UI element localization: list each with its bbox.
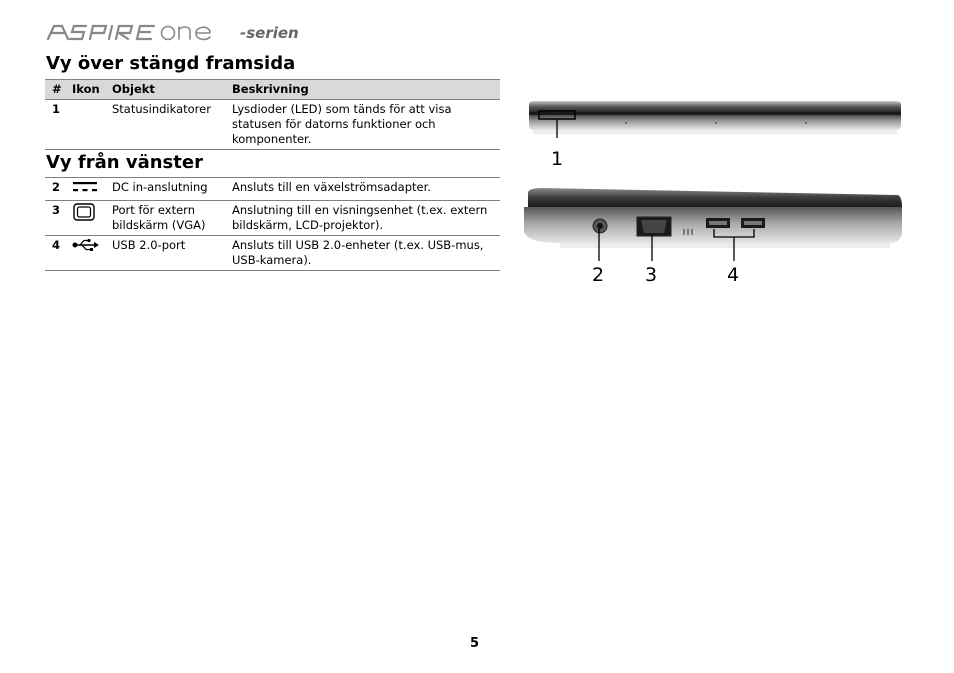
header-num: # — [45, 80, 68, 100]
callout-1: 1 — [551, 148, 564, 170]
front-view-image — [525, 98, 905, 140]
left-view-table — [45, 177, 500, 271]
section-title-front: Vy över stängd framsida — [46, 53, 296, 74]
row-description: Lysdioder (LED) som tänds för att visa statusen för datorns funktioner och komponenter. — [228, 100, 500, 150]
row-object: Statusindikatorer — [108, 100, 228, 150]
callout-4: 4 — [727, 264, 740, 286]
left-view-image — [520, 185, 905, 265]
vga-port-icon — [68, 201, 108, 236]
brand-header — [46, 20, 299, 44]
row-num: 4 — [45, 236, 68, 271]
table-header-row — [45, 80, 500, 100]
row-num: 3 — [45, 201, 68, 236]
aspire-one-logo — [46, 21, 234, 43]
series-label: -serien — [240, 24, 299, 42]
row-num: 1 — [45, 100, 68, 150]
callout-2: 2 — [592, 264, 605, 286]
table-row — [45, 100, 500, 150]
row-icon — [68, 100, 108, 150]
row-description: Ansluts till USB 2.0-enheter (t.ex. USB-mus, USB-kamera). — [228, 236, 500, 271]
dc-power-icon — [68, 178, 108, 201]
header-icon: Ikon — [68, 80, 108, 100]
table-row — [45, 178, 500, 201]
row-description: Anslutning till en visningsenhet (t.ex. extern bildskärm, LCD-projektor). — [228, 201, 500, 236]
table-row — [45, 236, 500, 271]
row-num: 2 — [45, 178, 68, 201]
section-title-left: Vy från vänster — [46, 152, 203, 173]
header-object: Objekt — [108, 80, 228, 100]
front-view-table — [45, 79, 500, 150]
callout-3: 3 — [645, 264, 658, 286]
usb-icon — [68, 236, 108, 271]
row-description: Ansluts till en växelströmsadapter. — [228, 178, 500, 201]
header-description: Beskrivning — [228, 80, 500, 100]
table-row — [45, 201, 500, 236]
row-object: DC in-anslutning — [108, 178, 228, 201]
row-object: USB 2.0-port — [108, 236, 228, 271]
row-object: Port för extern bildskärm (VGA) — [108, 201, 228, 236]
page-number: 5 — [470, 636, 480, 651]
